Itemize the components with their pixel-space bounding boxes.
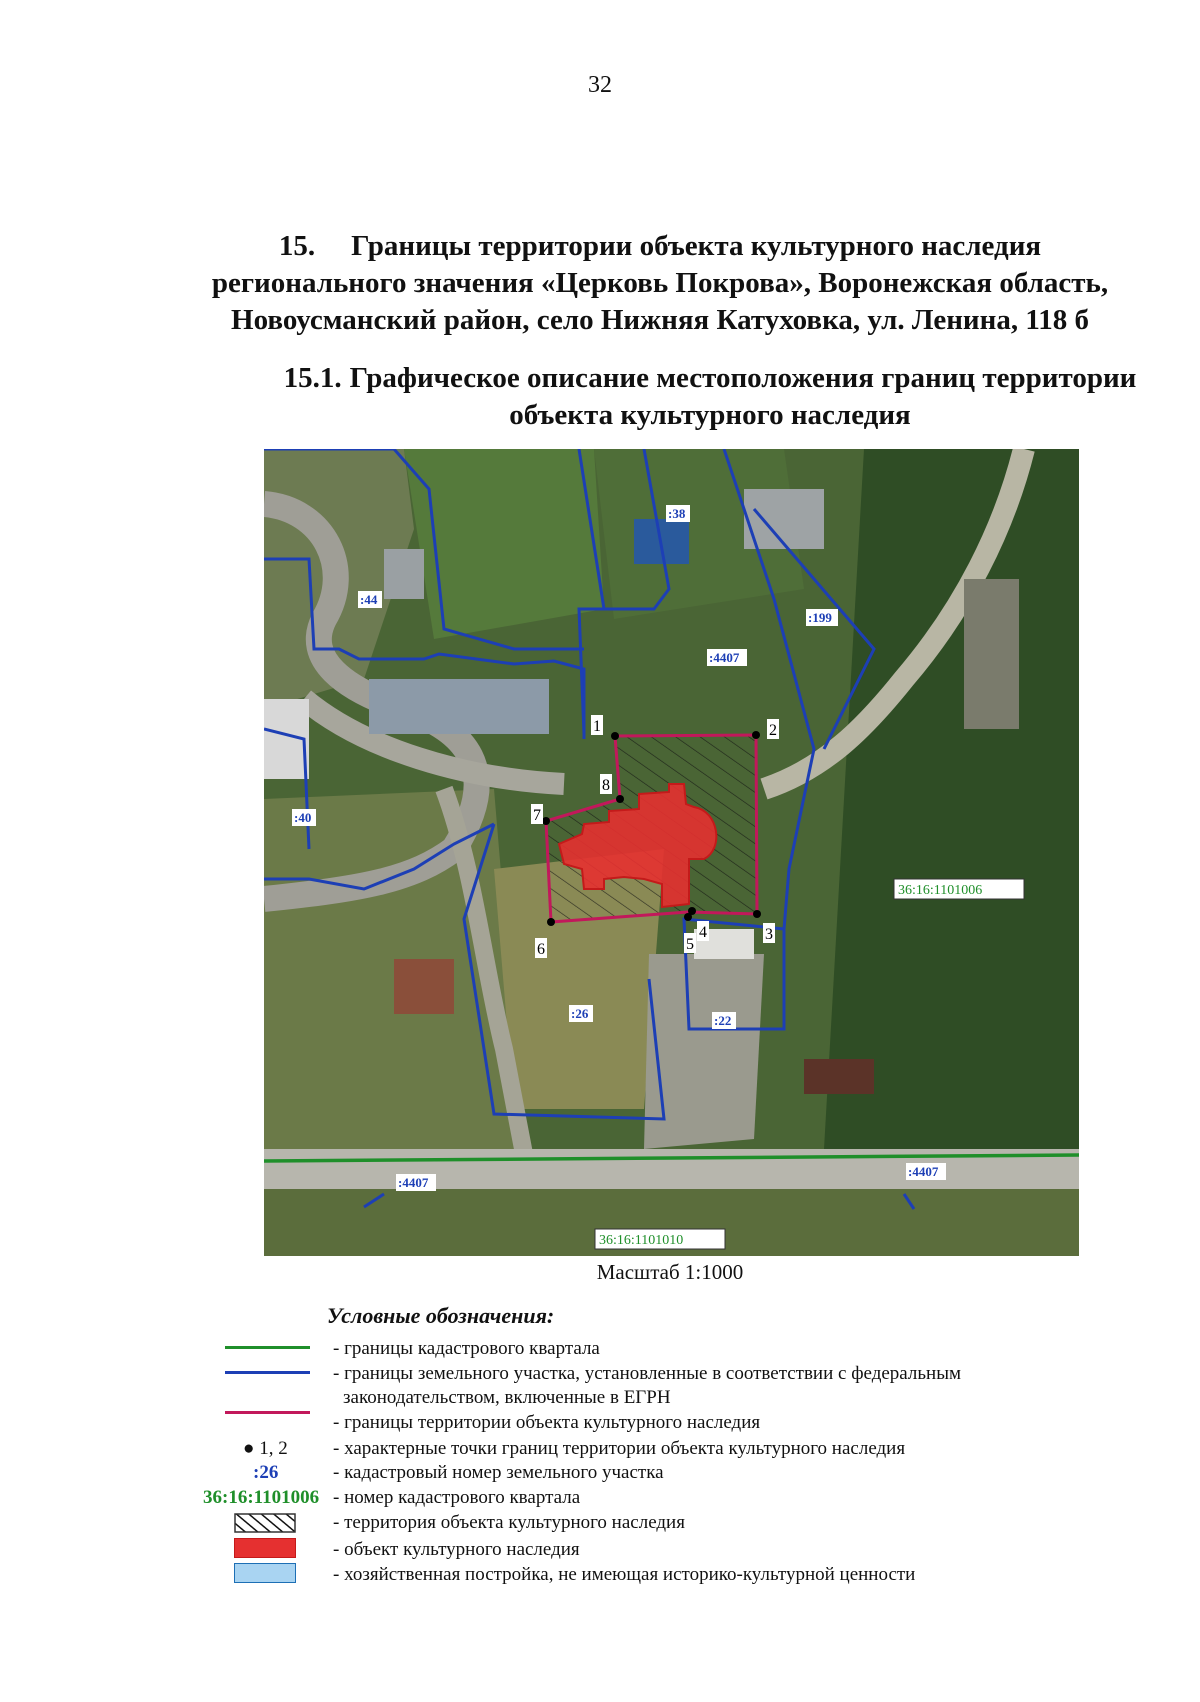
parcel-label-38: :38 [668, 506, 686, 521]
subsection-title-line-2: объекта культурного наследия [509, 399, 911, 431]
point-label-5: 5 [686, 936, 694, 953]
parcel-label-4407-left: :4407 [398, 1175, 429, 1190]
quarter-number-swatch: 36:16:1101006 [203, 1487, 320, 1508]
point-3 [753, 910, 761, 918]
parcel-label-199: :199 [808, 610, 832, 625]
blue-line-swatch [225, 1371, 310, 1374]
legend-text: - номер кадастрового квартала [333, 1487, 581, 1508]
parcel-label-22: :22 [714, 1013, 732, 1028]
section-number: 15. [278, 230, 316, 262]
subsection-title [260, 360, 1160, 434]
legend-text: - территория объекта культурного наследия [333, 1512, 685, 1533]
map-scale: Масштаб 1:1000 [596, 1260, 744, 1284]
legend-text: - объект культурного наследия [333, 1539, 580, 1560]
red-box-swatch [234, 1538, 296, 1558]
point-label-8: 8 [602, 777, 610, 794]
parcel-label-4407-right: :4407 [908, 1164, 939, 1179]
legend-text: - границы земельного участка, установленные в соответствии с федеральным [333, 1363, 962, 1384]
parcel-label-26: :26 [571, 1006, 589, 1021]
point-label-7: 7 [533, 807, 541, 824]
quarter-label-1101006: 36:16:1101006 [898, 883, 983, 898]
hatched-box-swatch [234, 1513, 296, 1533]
point-1 [611, 732, 619, 740]
legend-item-outbuilding [0, 1562, 1200, 1592]
point-label-6: 6 [537, 941, 545, 958]
section-title-line-1: 15. Границы территории объекта культурного наследия [278, 230, 1042, 262]
magenta-line-swatch [225, 1411, 310, 1414]
legend-heading: Условные обозначения: [327, 1303, 555, 1328]
point-label-4: 4 [699, 924, 707, 941]
legend-text: законодательством, включенные в ЕГРН [343, 1387, 671, 1408]
parcel-label-4407-top: :4407 [709, 650, 740, 665]
point-5 [684, 913, 692, 921]
point-6 [547, 918, 555, 926]
page-number: 32 [588, 72, 612, 98]
subsection-number: 15.1. [283, 362, 342, 394]
legend-text: - границы кадастрового квартала [333, 1338, 600, 1359]
section-title-line-2: регионального значения «Церковь Покрова», Воронежская область, [211, 267, 1109, 299]
quarter-label-1101010: 36:16:1101010 [599, 1233, 684, 1248]
legend-text: - хозяйственная постройка, не имеющая историко-культурной ценности [333, 1564, 916, 1585]
point-label-1: 1 [593, 718, 601, 735]
parcel-number-swatch: :26 [253, 1462, 279, 1483]
parcel-label-40: :40 [294, 810, 312, 825]
legend-text: - кадастровый номер земельного участка [333, 1462, 664, 1483]
cadastral-map [264, 449, 1079, 1256]
green-line-swatch [225, 1346, 310, 1349]
parcel-label-44: :44 [360, 592, 378, 607]
section-title [200, 228, 1120, 339]
point-label-3: 3 [765, 926, 773, 943]
subsection-title-line-1: 15.1. Графическое описание местоположения границ территории [283, 362, 1137, 394]
point-label-2: 2 [769, 722, 777, 739]
point-8 [616, 795, 624, 803]
point-7 [542, 817, 550, 825]
points-swatch: ● 1, 2 [243, 1438, 288, 1459]
legend-text: - границы территории объекта культурного наследия [333, 1412, 761, 1433]
section-title-line-3: Новоусманский район, село Нижняя Катуховка, ул. Ленина, 118 б [231, 304, 1089, 336]
blue-box-swatch [234, 1563, 296, 1583]
legend-text: - характерные точки границ территории объекта культурного наследия [333, 1438, 906, 1459]
point-2 [752, 731, 760, 739]
